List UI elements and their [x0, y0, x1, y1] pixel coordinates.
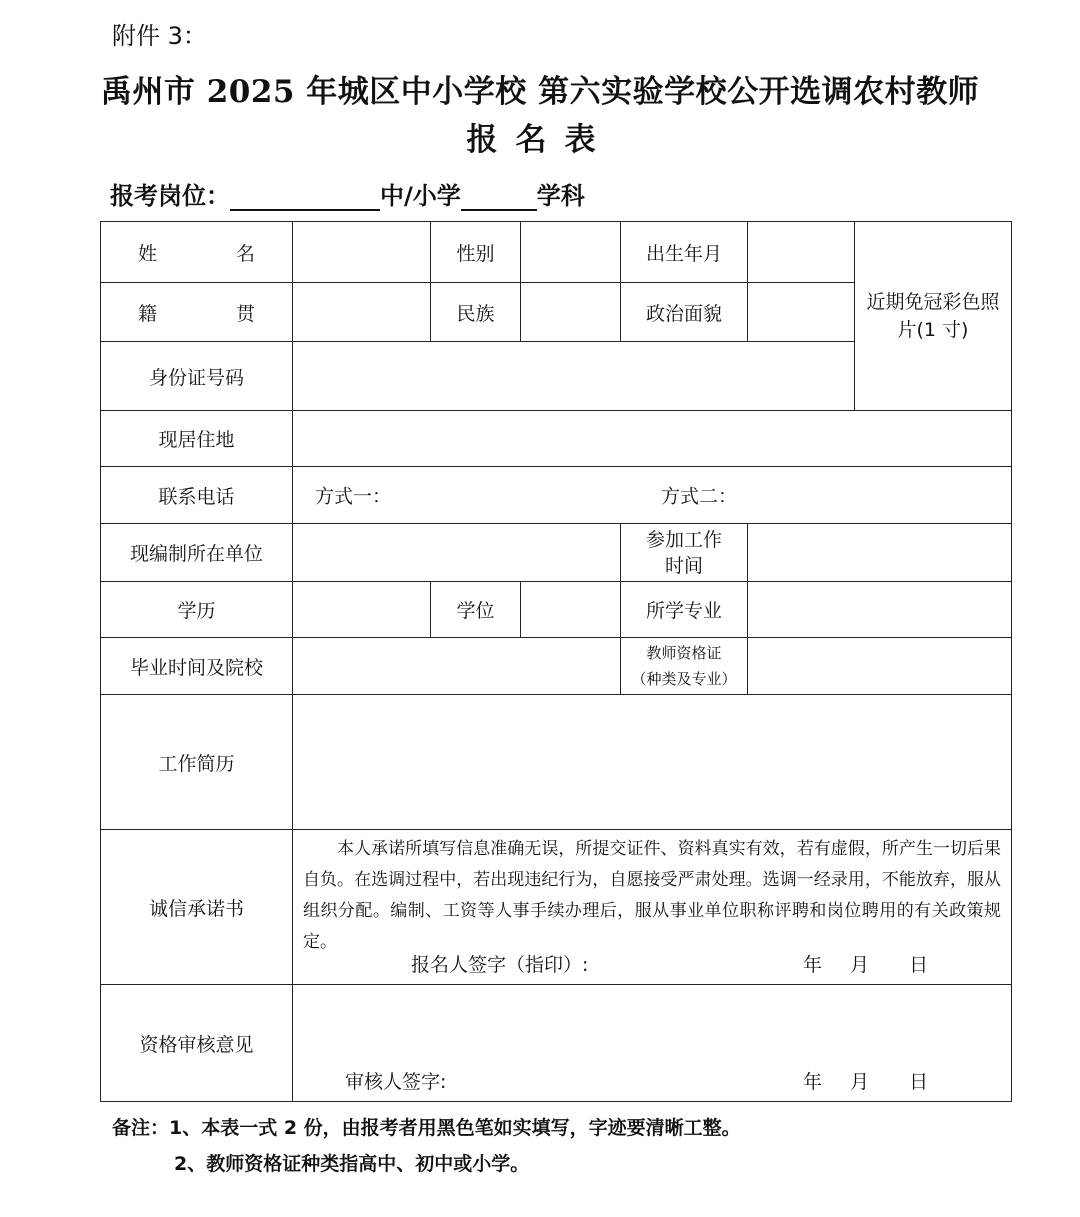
note-1: 备注：1、本表一式 2 份，由报考者用黑色笔如实填写，字迹要清晰工整。 — [112, 1117, 741, 1139]
position-line — [110, 176, 585, 211]
degree-label: 学位 — [431, 582, 521, 638]
teacher-cert-input[interactable] — [748, 638, 1012, 695]
pledge-text: 本人承诺所填写信息准确无误，所提交证件、资料真实有效，若有虚假，所产生一切后果自负。在选调过程中，若出现违纪行为，自愿接受严肃处理。选调一经录用，不能放弃，服从组织分配。编制、工资等人事手续办理后，服从事业单位职称评聘和岗位聘用的有关政策规定。 — [303, 839, 1001, 952]
school-level-label: 中/小学 — [380, 182, 461, 210]
name-label: 姓 名 — [101, 222, 293, 283]
position-blank[interactable] — [230, 181, 380, 211]
applicant-month: 月 — [850, 954, 870, 976]
position-label: 报考岗位： — [110, 182, 230, 210]
applicant-day: 日 — [909, 954, 929, 976]
birth-label: 出生年月 — [621, 222, 748, 283]
applicant-sign-row — [293, 950, 1011, 976]
birth-input[interactable] — [748, 222, 855, 283]
teacher-cert-line2: （种类及专业） — [631, 670, 737, 688]
applicant-date[interactable] — [803, 950, 928, 977]
review-cell[interactable] — [293, 985, 1012, 1102]
note-2: 2、教师资格证种类指高中、初中或小学。 — [174, 1153, 530, 1175]
reviewer-sign-row — [293, 1067, 1011, 1093]
applicant-year: 年 — [803, 954, 823, 976]
phone-input[interactable] — [293, 467, 1012, 524]
teacher-cert-label — [621, 638, 748, 695]
native-place-label: 籍 贯 — [101, 283, 293, 342]
phone-method2-label: 方式二： — [661, 485, 738, 508]
notes — [112, 1110, 741, 1182]
graduation-label: 毕业时间及院校 — [101, 638, 293, 695]
residence-label: 现居住地 — [101, 411, 293, 467]
name-input[interactable] — [293, 222, 431, 283]
reviewer-date[interactable] — [803, 1067, 928, 1094]
reviewer-month: 月 — [850, 1071, 870, 1093]
reviewer-sign-label: 审核人签字: — [345, 1071, 447, 1093]
phone-label: 联系电话 — [101, 467, 293, 524]
ethnicity-input[interactable] — [521, 283, 621, 342]
work-start-input[interactable] — [748, 524, 1012, 582]
employer-input[interactable] — [293, 524, 621, 582]
graduation-input[interactable] — [293, 638, 621, 695]
political-status-input[interactable] — [748, 283, 855, 342]
subject-blank[interactable] — [461, 181, 537, 211]
registration-table — [100, 221, 1012, 1102]
reviewer-day: 日 — [909, 1071, 929, 1093]
form-subtitle: 报名表 — [466, 122, 614, 158]
residence-input[interactable] — [293, 411, 1012, 467]
reviewer-year: 年 — [803, 1071, 823, 1093]
applicant-sign-label: 报名人签字（指印）: — [411, 954, 589, 976]
teacher-cert-line1: 教师资格证 — [646, 644, 722, 662]
education-label: 学历 — [101, 582, 293, 638]
education-input[interactable] — [293, 582, 431, 638]
attachment-label: 附件 3： — [112, 22, 207, 50]
employer-label: 现编制所在单位 — [101, 524, 293, 582]
gender-input[interactable] — [521, 222, 621, 283]
major-input[interactable] — [748, 582, 1012, 638]
ethnicity-label: 民族 — [431, 283, 521, 342]
form-title: 禹州市 2025 年城区中小学校 第六实验学校公开选调农村教师 — [100, 74, 980, 110]
work-start-label — [621, 524, 748, 582]
photo-label: 近期免冠彩色照片(1 寸) — [866, 291, 1000, 341]
resume-input[interactable] — [293, 695, 1012, 830]
major-label: 所学专业 — [621, 582, 748, 638]
pledge-cell — [293, 830, 1012, 985]
integrity-label: 诚信承诺书 — [101, 830, 293, 985]
degree-input[interactable] — [521, 582, 621, 638]
id-number-input[interactable] — [293, 342, 855, 411]
resume-label: 工作简历 — [101, 695, 293, 830]
photo-box[interactable] — [855, 222, 1012, 411]
id-number-label: 身份证号码 — [101, 342, 293, 411]
political-status-label: 政治面貌 — [621, 283, 748, 342]
review-label: 资格审核意见 — [101, 985, 293, 1102]
phone-method1-label: 方式一： — [315, 485, 392, 508]
subject-label: 学科 — [536, 182, 585, 210]
gender-label: 性别 — [431, 222, 521, 283]
work-start-text: 参加工作时间 — [645, 528, 722, 577]
native-place-input[interactable] — [293, 283, 431, 342]
